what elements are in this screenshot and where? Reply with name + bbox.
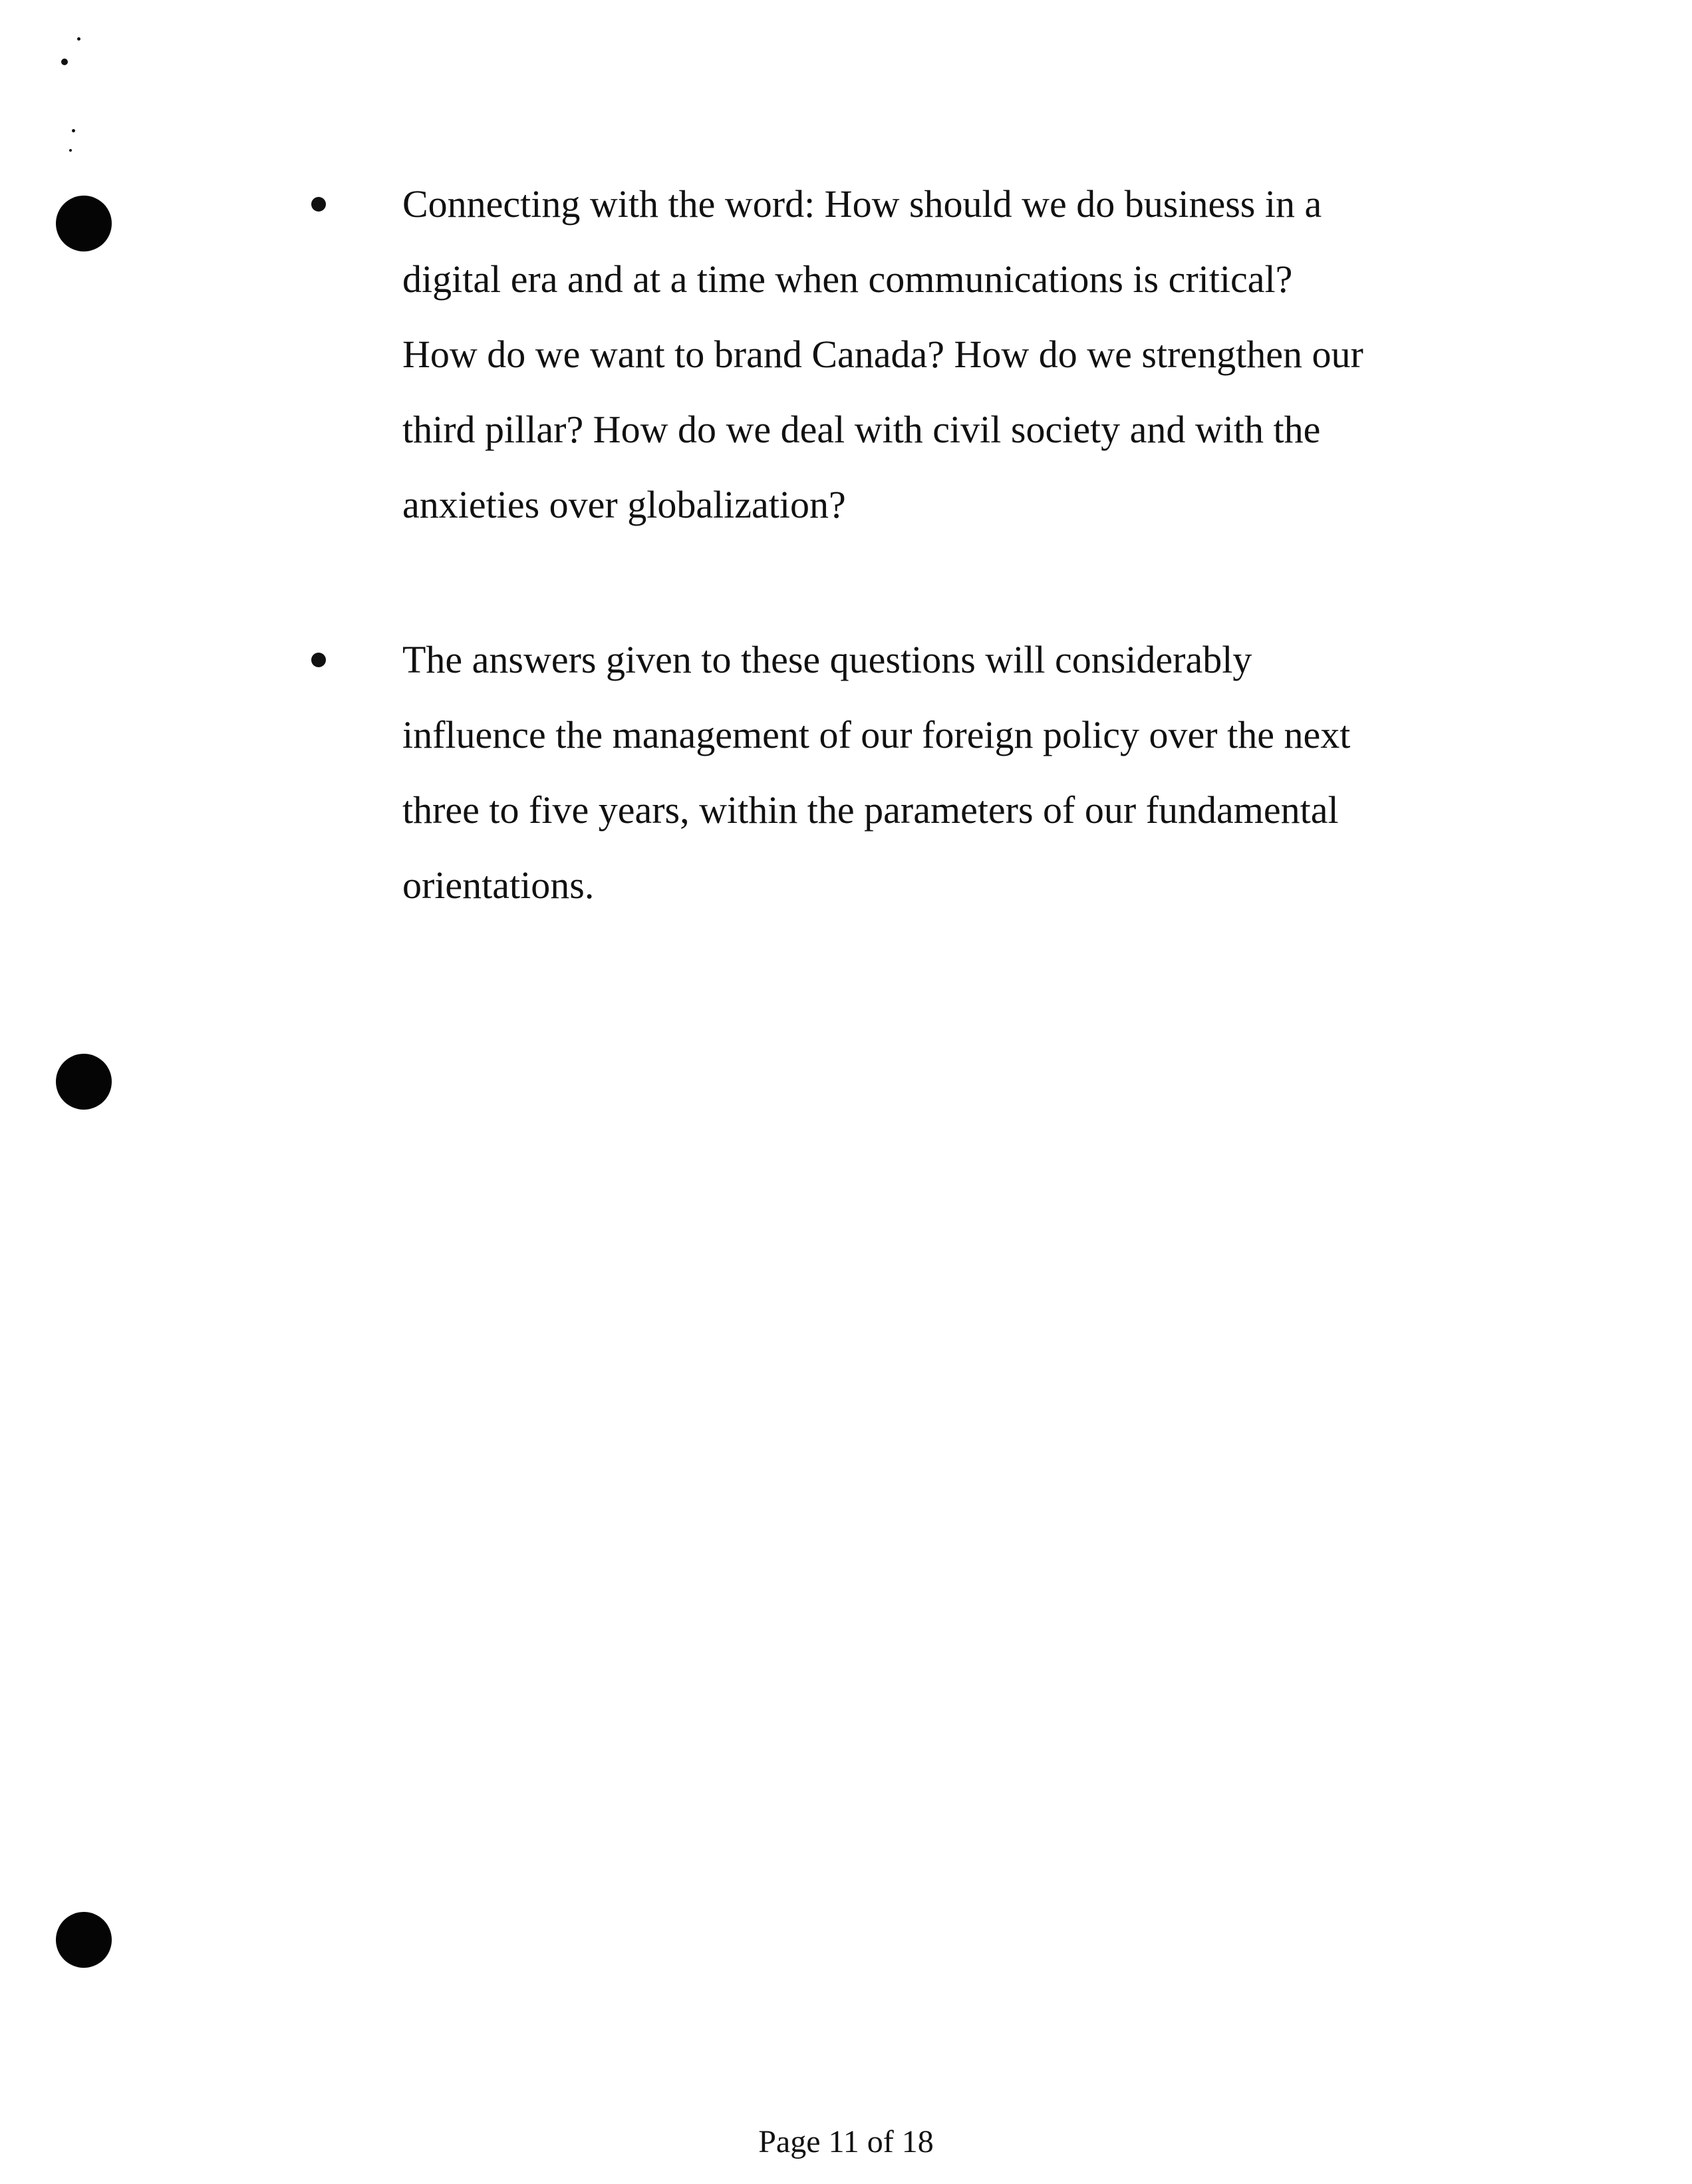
bullet-item [299, 166, 1523, 542]
scan-speck [69, 149, 72, 152]
bullet-text: Connecting with the word: How should we do business in a digital era and at a time when communications is critical? How do we want to brand Canada? How do we strengthen our third pillar? How do we deal with civil society and with the anxieties over globalization? [402, 182, 1363, 526]
bullet-list [299, 166, 1523, 1003]
scan-speck [72, 129, 75, 132]
bullet-item [299, 622, 1523, 923]
bullet-dot-icon [311, 197, 326, 212]
scan-speck [77, 37, 80, 41]
bullet-text: The answers given to these questions will considerably influence the management of our foreign policy over the next three to five years, within the parameters of our fundamental orientations. [402, 638, 1351, 907]
page-number: Page 11 of 18 [758, 2124, 934, 2159]
punch-hole-top [56, 196, 112, 251]
punch-hole-bottom [56, 1912, 112, 1968]
scan-speck [61, 59, 68, 65]
bullet-dot-icon [311, 653, 326, 667]
punch-hole-middle [56, 1054, 112, 1110]
